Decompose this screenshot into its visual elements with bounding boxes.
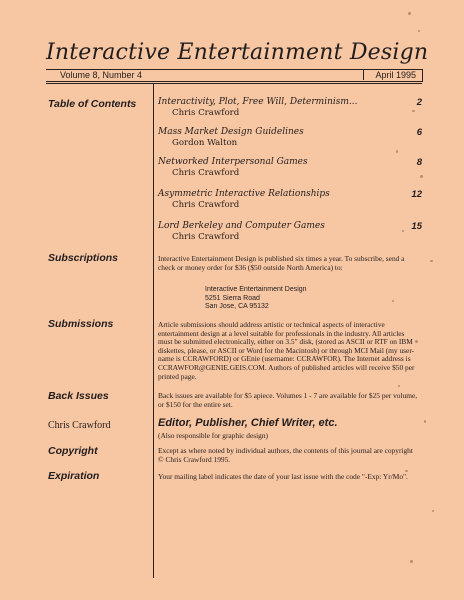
toc-entry-page: 12 xyxy=(411,189,422,200)
toc-entry-title: Asymmetric Interactive Relationships xyxy=(158,189,330,199)
header-rule xyxy=(46,83,422,84)
editor-note: (Also responsible for graphic design) xyxy=(158,431,269,440)
toc-entry-page: 8 xyxy=(416,157,422,168)
newsletter-title: Interactive Entertainment Design xyxy=(46,40,429,65)
editor-title: Editor, Publisher, Chief Writer, etc. xyxy=(158,417,338,429)
toc-entry xyxy=(158,97,422,118)
subscriptions-heading: Subscriptions xyxy=(48,252,119,264)
mailing-address xyxy=(205,286,307,312)
back-issues-text: Back issues are available for $5 apiece. Volumes 1 - 7 are available for $25 per volume, or $150 for the entire set. xyxy=(158,391,418,409)
toc-entry-author: Chris Crawford xyxy=(172,200,240,210)
toc-entry-page: 6 xyxy=(416,127,422,138)
toc-entry-title: Lord Berkeley and Computer Games xyxy=(158,221,325,231)
submissions-heading: Submissions xyxy=(48,318,114,330)
toc-entry-page: 15 xyxy=(411,221,422,232)
toc-entry xyxy=(158,157,422,178)
toc-entry-title: Networked Interpersonal Games xyxy=(158,157,308,167)
issue-bar xyxy=(46,69,423,82)
toc-entry xyxy=(158,189,422,210)
issue-date: April 1995 xyxy=(375,70,416,80)
editor-name: Chris Crawford xyxy=(48,420,111,431)
back-issues-heading: Back Issues xyxy=(48,390,109,402)
toc-entry xyxy=(158,127,422,148)
address-line: San Jose, CA 95132 xyxy=(205,303,269,311)
copyright-heading: Copyright xyxy=(48,445,98,457)
toc-entry-title: Mass Market Design Guidelines xyxy=(158,127,304,137)
subscriptions-text: Interactive Entertainment Design is published six times a year. To subscribe, send a check or money order for $36 ($50 outside North America) to: xyxy=(158,254,405,272)
toc-entry xyxy=(158,221,422,242)
column-divider xyxy=(153,83,154,578)
volume-number: Volume 8, Number 4 xyxy=(60,70,143,80)
toc-entry-author: Chris Crawford xyxy=(172,108,240,118)
toc-entry-title: Interactivity, Plot, Free Will, Determinism... xyxy=(158,97,358,107)
toc-entry-author: Chris Crawford xyxy=(172,232,240,242)
copyright-text: Except as where noted by individual authors, the contents of this journal are copyright © Chris Crawford 1995. xyxy=(158,446,413,464)
toc-entry-author: Gordon Walton xyxy=(172,138,238,148)
toc-heading: Table of Contents xyxy=(48,98,137,110)
expiration-heading: Expiration xyxy=(48,470,100,482)
toc-entry-author: Chris Crawford xyxy=(172,168,240,178)
address-line: Interactive Entertainment Design xyxy=(205,286,307,293)
expiration-text: Your mailing label indicates the date of your last issue with the code "-Exp: Yr/Mo". xyxy=(158,472,408,481)
address-line: 5251 Sierra Road xyxy=(205,294,260,302)
submissions-text: Article submissions should address artistic or technical aspects of interactive entertainment design at a level suitable for professionals in the industry. All articles must be submitted electronically, either on 3.5" disk, (stored as ASCII or RTF on IBM diskettes, please, or ASCII or Word for the Macintosh) or through MCI Mail (my user-name is CCRAWFORD) or GEnie (username: CCRAWFOR). The Internet address is CCRAWFOR@GENIE.GEIS.COM. Authors of published articles will receive $50 per printed page. xyxy=(158,320,415,381)
toc-entry-page: 2 xyxy=(416,97,422,108)
